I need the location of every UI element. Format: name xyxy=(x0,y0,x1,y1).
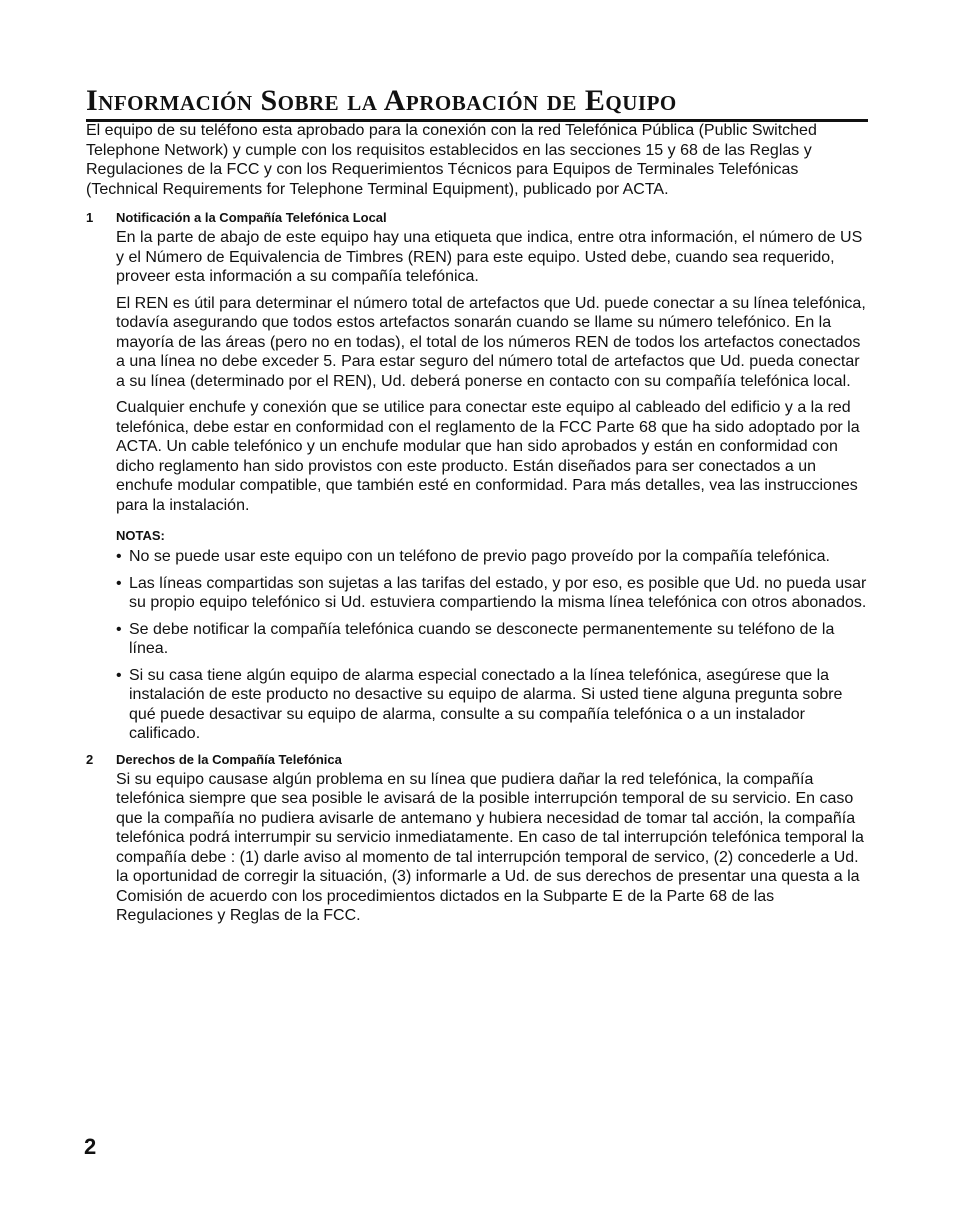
section-2-number: 2 xyxy=(86,751,94,767)
section-2-body xyxy=(116,770,868,926)
list-item xyxy=(86,666,868,744)
notes-label: NOTAS: xyxy=(116,528,165,543)
note-text: Si su casa tiene algún equipo de alarma especial conectado a la línea telefónica, asegúrese que la instalación de este producto no desactive su equipo de alarma. Si usted tiene alguna pregunta sobre qué puede desactivar su equipo de alarma, consulte a su compañía telefónica o a un instalador calificado. xyxy=(129,666,843,742)
section-1-number: 1 xyxy=(86,210,94,225)
section-2-title: Derechos de la Compañía Telefónica xyxy=(116,751,342,767)
bullet-icon: • xyxy=(116,666,122,684)
section-1-paragraph: En la parte de abajo de este equipo hay una etiqueta que indica, entre otra información, el número de US y el Número de Equivalencia de Timbres (REN) para este equipo. Usted debe, cuando sea requerido, proveer esta información a su compañía telefónica. xyxy=(116,229,863,285)
document-body xyxy=(86,121,868,933)
list-item xyxy=(86,574,868,613)
note-text: No se puede usar este equipo con un teléfono de previo pago proveído por la compañía telefónica. xyxy=(129,548,830,565)
page-title: Información Sobre la Aprobación de Equipo xyxy=(86,84,868,122)
page-number: 2 xyxy=(84,1134,97,1159)
section-1-paragraph: El REN es útil para determinar el número total de artefactos que Ud. puede conectar a su línea telefónica, todavía asegurando que todos estos artefactos sonarán cuando se llame su número telefónico. En la mayoría de las áreas (pero no en todas), el total de los números REN de todos los artefactos conectados a una línea no debe exceder 5. Para estar seguro del número total de artefactos que Ud. pueda conectar a su línea (determinado por el REN), Ud. deberá ponerse en contacto con su compañía telefónica local. xyxy=(116,294,866,390)
section-1-paragraph: Cualquier enchufe y conexión que se utilice para conectar este equipo al cableado del edificio y a la red telefónica, debe estar en conformidad con el reglamento de la FCC Parte 68 que ha sido adoptado por la ACTA. Un cable telefónico y un enchufe modular que han sido aprobados y están en conformidad con dicho reglamento han sido provistos con este producto. Están diseñados para ser conectados a un enchufe modular compatible, que también esté en conformidad. Para más detalles, vea las instrucciones para la instalación. xyxy=(116,399,860,514)
section-1-body xyxy=(116,228,868,744)
section-2-heading xyxy=(86,751,868,769)
list-item xyxy=(86,547,868,567)
bullet-icon: • xyxy=(116,620,122,638)
note-text: Se debe notificar la compañía telefónica cuando se desconecte permanentemente su teléfono de la línea. xyxy=(129,620,835,657)
list-item xyxy=(86,620,868,659)
note-text: Las líneas compartidas son sujetas a las tarifas del estado, y por eso, es posible que Ud. no pueda usar su propio equipo telefónico si Ud. estuviera compartiendo la misma línea telefónica con otros abonados. xyxy=(129,574,867,611)
section-1-heading xyxy=(86,209,868,227)
section-2 xyxy=(86,751,868,926)
intro-paragraph: El equipo de su teléfono esta aprobado para la conexión con la red Telefónica Pública (Public Switched Telephone Network) y cumple con los requisitos establecidos en las secciones 15 y 68 de las Reglas y Regulaciones de la FCC y con los Requerimientos Técnicos para Equipos de Terminales Telefónicas (Technical Requirements for Telephone Terminal Equipment), publicado por ACTA. xyxy=(86,122,817,198)
bullet-icon: • xyxy=(116,574,122,592)
bullet-icon: • xyxy=(116,548,122,565)
section-1-title: Notificación a la Compañía Telefónica Local xyxy=(116,210,387,225)
section-2-paragraph: Si su equipo causase algún problema en su línea que pudiera dañar la red telefónica, la compañía telefónica siempre que sea posible le avisará de la posible interrupción temporal de su servicio. En caso que la compañía no pudiera avisarle de antemano y hubiera necesidad de tomar tal acción, la compañía telefónica podrá interrumpir su servicio inmediatamente. En caso de tal interrupción telefónica temporal la compañía debe : (1) darle aviso al momento de tal interrupción temporal de servico, (2) concederle a Ud. la oportunidad de corregir la situación, (3) informarle a Ud. de sus derechos de presentar una questa a la Comisión de acuerdo con los procedimientos dictados en la Subparte E de la Parte 68 de las Regulaciones y Reglas de la FCC. xyxy=(116,770,864,924)
notes-list xyxy=(86,547,868,744)
section-1 xyxy=(86,209,868,744)
